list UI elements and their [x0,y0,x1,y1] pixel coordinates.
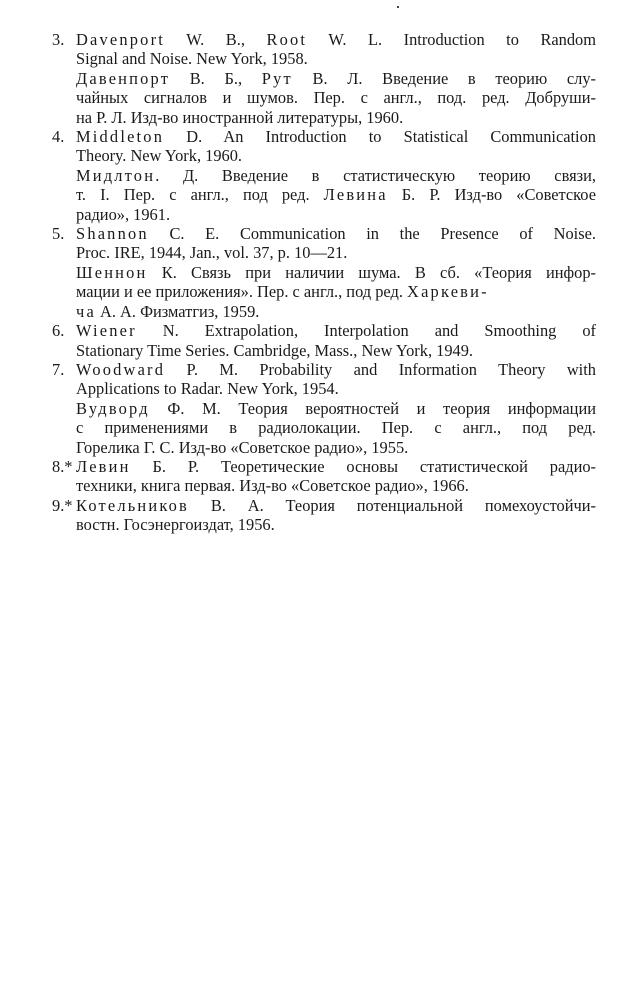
reference-line [76,88,596,107]
reference-text: N. Extrapolation, Interpolation and Smoothing of [136,321,596,341]
reference-line [76,108,596,127]
author-name: Давенпорт [76,68,171,88]
reference-list [52,30,596,535]
reference-text: В. Б., [170,68,262,88]
reference-line [76,321,596,340]
reference-line [76,185,596,204]
reference-text: Ф. М. Теория вероятностей и теория информации [149,398,596,418]
reference-text: W. L. Introduction to Random [307,30,596,49]
author-name: ча [76,301,96,321]
reference-text: К. Связь при наличии шума. В сб. «Теория инфор- [147,262,596,282]
reference-line [76,302,596,321]
reference-text: . Д. Введение в статистическую теорию связи, [155,165,596,185]
reference-line [76,476,596,495]
reference-text: А. А. Физматгиз, 1959. [95,301,260,321]
author-name: Shannon [76,224,149,244]
reference-text: Applications to Radar. New York, 1954. [76,379,339,399]
reference-text: Stationary Time Series. Cambridge, Mass., New York, 1949. [76,340,474,360]
reference-line [76,205,596,224]
reference-text: с применениями в радиолокации. Пер. с англ., под ред. [76,418,596,438]
reference-text: W. B., [164,30,267,49]
reference-line [76,341,596,360]
reference-entry [52,496,596,535]
author-name: Шеннон [76,262,148,282]
reference-text: Theory. New York, 1960. [76,146,243,166]
reference-line [76,127,596,146]
author-name: Котельников [76,495,189,515]
reference-line [76,166,596,185]
reference-entry [52,30,596,127]
reference-line [76,243,596,262]
reference-text: Б. Р. Изд-во «Советское [387,185,596,205]
reference-text: C. E. Communication in the Presence of Noise. [148,224,596,244]
reference-text: Signal and Noise. New York, 1958. [76,49,308,69]
reference-text: D. An Introduction to Statistical Communication [164,127,596,147]
reference-text: радио», 1961. [76,204,171,224]
reference-text: Б. Р. Теоретические основы статистической радио- [130,456,596,476]
reference-line [76,418,596,437]
author-name: Вудворд [76,398,150,418]
reference-number: 4. [52,127,65,147]
reference-line [76,49,596,68]
reference-line [76,360,596,379]
reference-line [76,146,596,165]
reference-line [76,438,596,457]
reference-entry [52,321,596,360]
reference-entry [52,224,596,321]
reference-text: В. А. Теория потенциальной помехоустойчи- [189,495,596,515]
reference-number: 7. [52,359,65,379]
reference-line [76,379,596,398]
reference-entry [52,127,596,224]
author-name: Левина [323,185,388,205]
reference-number: 9.* [52,495,73,515]
reference-text: мации и ее приложения». Пер. с англ., под ред. [76,282,408,302]
reference-text: востн. Госэнергоиздат, 1956. [76,515,275,535]
reference-text: техники, книга первая. Изд-во «Советское радио», 1966. [76,476,469,496]
reference-number: 8.* [52,456,73,476]
reference-text: В. Л. Введение в теорию слу- [292,68,596,88]
reference-text: т. I. Пер. с англ., под ред. [76,185,324,205]
reference-line [76,399,596,418]
author-name: Davenport [76,30,165,49]
reference-text: Горелика Г. С. Изд-во «Советское радио», 1955. [76,437,409,457]
reference-line [76,263,596,282]
reference-line [76,69,596,88]
reference-text: чайных сигналов и шумов. Пер. с англ., под. ред. Добруши- [76,88,596,108]
reference-line [76,496,596,515]
author-name: Левин [76,456,131,476]
author-name: Wiener [76,321,137,341]
reference-line [76,30,596,49]
reference-entry [52,360,596,457]
reference-line [76,515,596,534]
reference-number: 5. [52,224,65,244]
author-name: Woodward [76,359,166,379]
reference-entry [52,457,596,496]
reference-text: Proc. IRE, 1944, Jan., vol. 37, p. 10—21. [76,243,348,263]
author-name: Root [266,30,308,49]
reference-line [76,224,596,243]
reference-line [76,282,596,301]
author-name: Middleton [76,127,165,147]
author-name: Харкеви- [407,282,489,302]
reference-text: P. M. Probability and Information Theory with [165,359,596,379]
reference-text: на Р. Л. Изд-во иностранной литературы, 1960. [76,107,404,127]
reference-number: 3. [52,30,65,49]
author-name: Рут [261,68,293,88]
reference-number: 6. [52,321,65,341]
print-speck [397,6,399,8]
reference-line [76,457,596,476]
author-name: Мидлтон [76,165,156,185]
